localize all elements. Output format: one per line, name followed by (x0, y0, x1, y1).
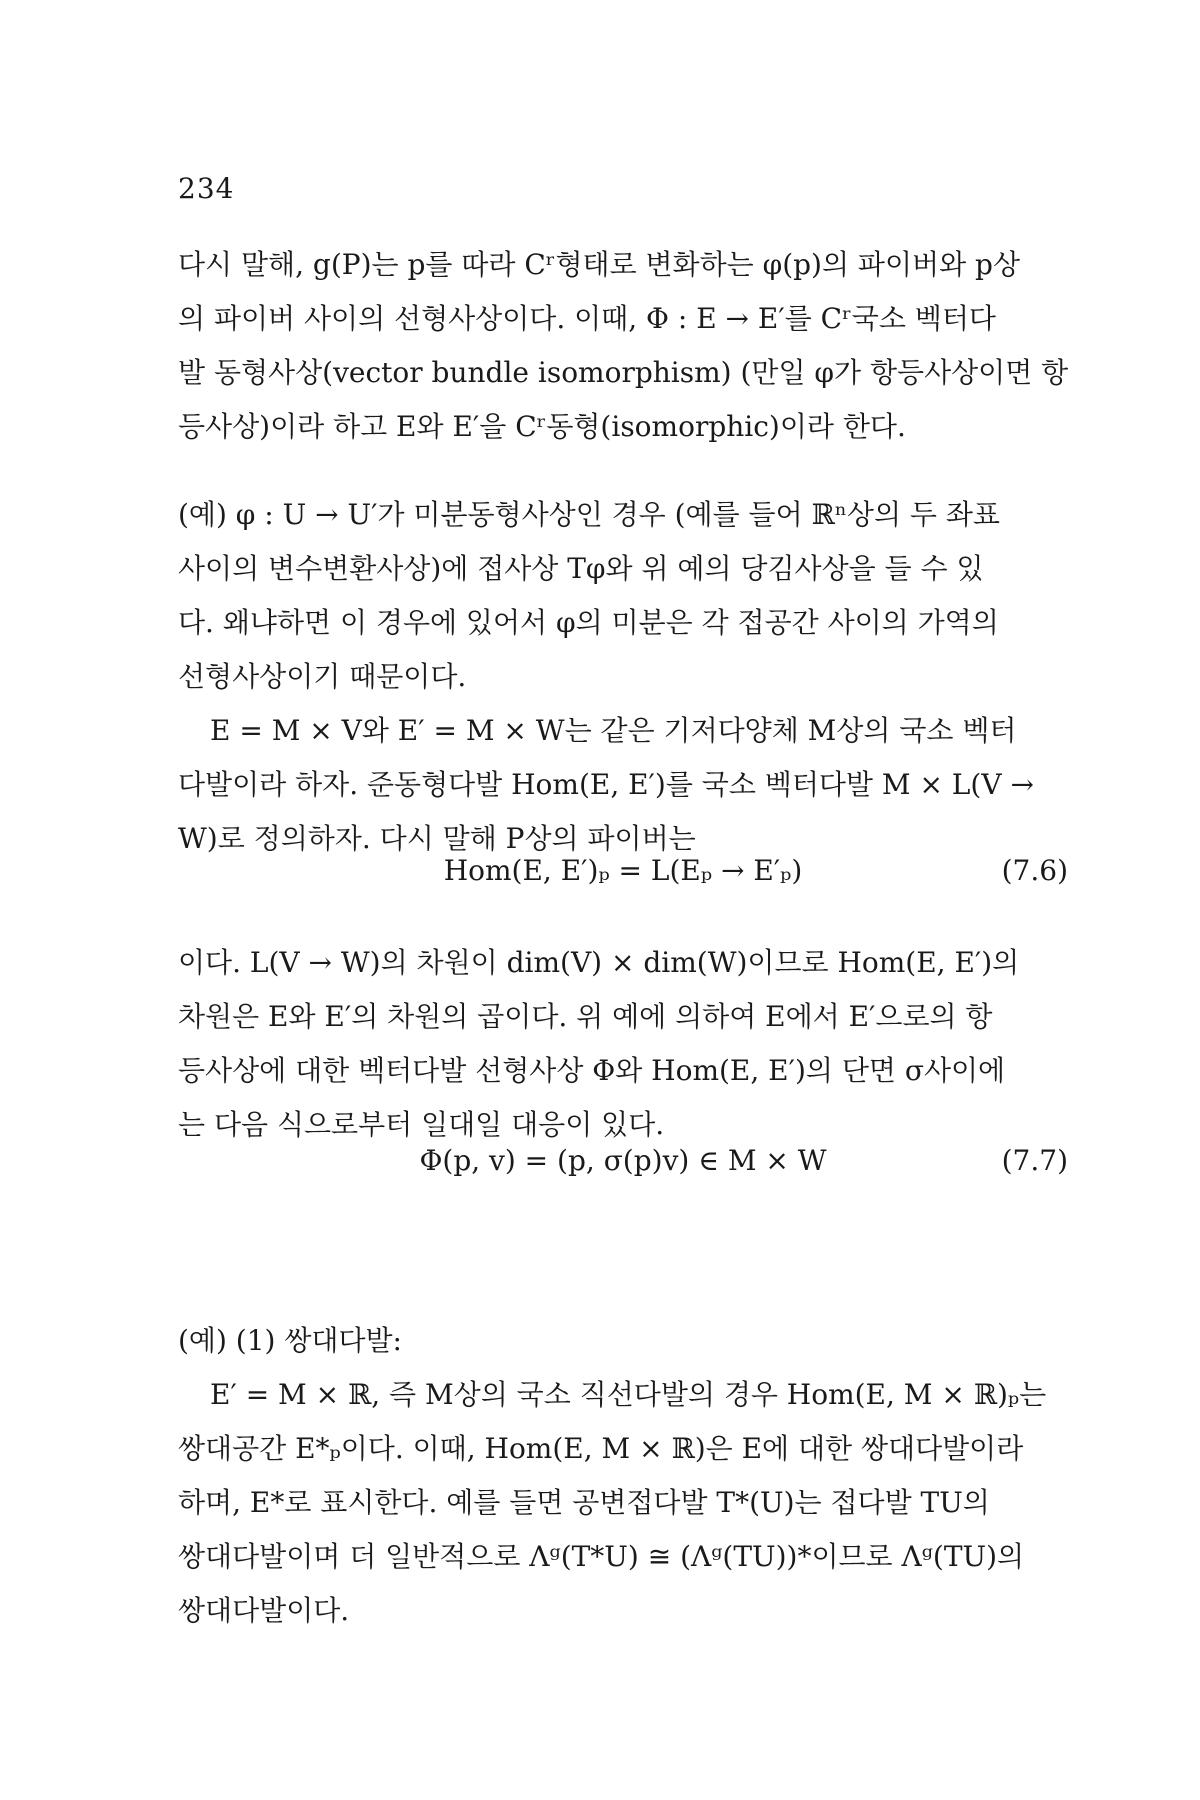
text-line: 쌍대공간 E*ₚ이다. 이때, Hom(E, M × ℝ)은 E에 대한 쌍대다발이라 (178, 1432, 1024, 1465)
text-line: 선형사상이기 때문이다. (178, 660, 467, 693)
paragraph-dual-bundle (178, 1314, 1068, 1638)
equation-7-7 (178, 1134, 1068, 1188)
equation-expression: Φ(p, v) = (p, σ(p)v) ∈ M × W (419, 1144, 827, 1177)
text-line: 등사상에 대한 벡터다발 선형사상 Φ와 Hom(E, E′)의 단면 σ사이에 (178, 1054, 1006, 1087)
text-line: 쌍대다발이며 더 일반적으로 Λᵍ(T*U) ≅ (Λᵍ(TU))*이므로 Λᵍ(TU)의 (178, 1540, 1025, 1573)
text-line: 는 다음 식으로부터 일대일 대응이 있다. (178, 1108, 665, 1141)
text-line: 다발이라 하자. 준동형다발 Hom(E, E′)를 국소 벡터다발 M × L(V → (178, 768, 1034, 801)
text-line: 쌍대다발이다. (178, 1594, 350, 1627)
paragraph-hom-bundle (178, 704, 1068, 866)
text-line: 하며, E*로 표시한다. 예를 들면 공변접다발 T*(U)는 접다발 TU의 (178, 1486, 990, 1519)
text-line: 이다. L(V → W)의 차원이 dim(V) × dim(W)이므로 Hom(E, E′)의 (178, 946, 1020, 979)
text-line: 의 파이버 사이의 선형사상이다. 이때, Φ : E → E′를 Cʳ국소 벡터다 (178, 302, 996, 335)
paragraph-dimension (178, 936, 1068, 1152)
text-line: (예) (1) 쌍대다발: (178, 1324, 402, 1357)
text-line: 사이의 변수변환사상)에 접사상 Tφ와 위 예의 당김사상을 들 수 있 (178, 552, 984, 585)
page-number: 234 (178, 172, 235, 205)
paragraph-example-diffeomorphism (178, 488, 1068, 704)
text-line: E′ = M × ℝ, 즉 M상의 국소 직선다발의 경우 Hom(E, M × ℝ)ₚ는 (210, 1378, 1047, 1411)
text-line: 발 동형사상(vector bundle isomorphism) (만일 φ가 항등사상이면 항 (178, 356, 1068, 389)
equation-number: (7.6) (1001, 854, 1068, 887)
paragraph-isomorphism (178, 238, 1068, 454)
text-line: E = M × V와 E′ = M × W는 같은 기저다양체 M상의 국소 벡터 (210, 714, 1017, 747)
equation-expression: Hom(E, E′)ₚ = L(Eₚ → E′ₚ) (443, 854, 803, 887)
text-line: 등사상)이라 하고 E와 E′을 Cʳ동형(isomorphic)이라 한다. (178, 410, 906, 443)
text-line: 차원은 E와 E′의 차원의 곱이다. 위 예에 의하여 E에서 E′으로의 항 (178, 1000, 993, 1033)
text-line: (예) φ : U → U′가 미분동형사상인 경우 (예를 들어 ℝⁿ상의 두 좌표 (178, 498, 1000, 531)
text-line: 다시 말해, g(P)는 p를 따라 Cʳ형태로 변화하는 φ(p)의 파이버와 p상 (178, 248, 1020, 281)
text-line: 다. 왜냐하면 이 경우에 있어서 φ의 미분은 각 접공간 사이의 가역의 (178, 606, 999, 639)
equation-number: (7.7) (1001, 1144, 1068, 1177)
text-line: W)로 정의하자. 다시 말해 P상의 파이버는 (178, 822, 696, 855)
equation-7-6 (178, 844, 1068, 898)
